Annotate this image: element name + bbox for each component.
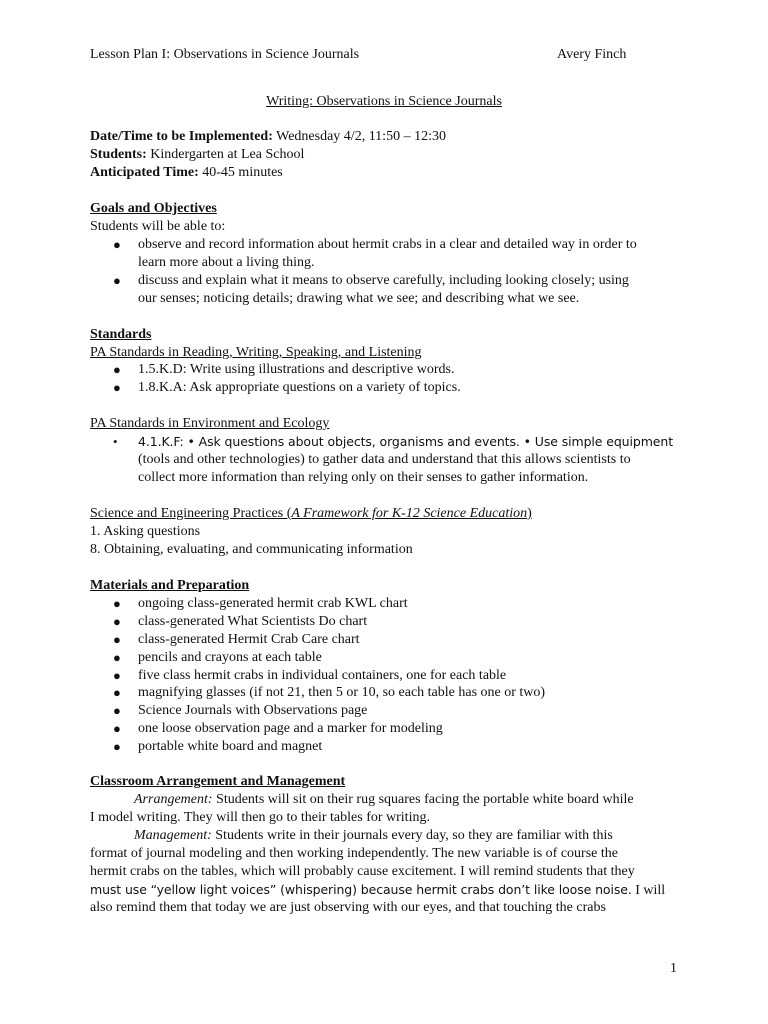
- standard-item: 1.8.K.A: Ask appropriate questions on a variety of topics.: [138, 380, 461, 395]
- page-title: Writing: Observations in Science Journals: [266, 94, 502, 109]
- arrangement-text: Students will sit on their rug squares facing the portable white board while: [212, 792, 634, 807]
- management-label: Management:: [134, 828, 212, 843]
- students-label: Students:: [90, 147, 147, 162]
- goal-item-cont: learn more about a living thing.: [138, 255, 315, 270]
- standards-heading: Standards: [90, 327, 152, 342]
- bullet-icon: ●: [113, 632, 121, 647]
- material-item: Science Journals with Observations page: [138, 703, 368, 718]
- bullet-icon: ●: [113, 685, 121, 700]
- pa-reading-heading: PA Standards in Reading, Writing, Speaking, and Listening: [90, 345, 422, 360]
- students-line: [90, 146, 304, 164]
- arrangement-label: Arrangement:: [134, 792, 213, 807]
- sep-heading-a: Science and Engineering Practices (: [90, 506, 292, 521]
- classroom-heading: Classroom Arrangement and Management: [90, 774, 346, 789]
- bullet-icon: ●: [113, 650, 121, 665]
- header-author: Avery Finch: [557, 47, 627, 62]
- goal-item: observe and record information about hermit crabs in a clear and detailed way in order to: [138, 237, 637, 252]
- time-label: Anticipated Time:: [90, 165, 199, 180]
- time-value: 40-45 minutes: [198, 165, 283, 180]
- sep-heading: [90, 505, 532, 523]
- material-item: class-generated Hermit Crab Care chart: [138, 632, 360, 647]
- goals-heading: Goals and Objectives: [90, 201, 217, 216]
- bullet-icon: ●: [113, 362, 121, 377]
- management-cont: [90, 881, 665, 900]
- bullet-icon: •: [113, 434, 118, 449]
- date-label: Date/Time to be Implemented:: [90, 129, 273, 144]
- bullet-icon: ●: [113, 739, 121, 754]
- management-line: [134, 827, 613, 845]
- date-line: [90, 128, 446, 146]
- material-item: one loose observation page and a marker for modeling: [138, 721, 443, 736]
- management-tail: I will: [631, 883, 666, 898]
- sep-heading-c: ): [527, 506, 532, 521]
- management-text: Students write in their journals every day, so they are familiar with this: [211, 828, 613, 843]
- material-item: ongoing class-generated hermit crab KWL chart: [138, 596, 408, 611]
- bullet-icon: ●: [113, 703, 121, 718]
- material-item: pencils and crayons at each table: [138, 650, 322, 665]
- sep-item: 8. Obtaining, evaluating, and communicating information: [90, 542, 413, 557]
- management-quote: must use “yellow light voices” (whispering) because hermit crabs don’t like loose noise.: [90, 882, 632, 897]
- students-value: Kindergarten at Lea School: [146, 147, 305, 162]
- material-item: five class hermit crabs in individual containers, one for each table: [138, 668, 507, 683]
- pa-environment-heading: PA Standards in Environment and Ecology: [90, 416, 330, 431]
- standard-item: 4.1.K.F: • Ask questions about objects, organisms and events. • Use simple equipment: [138, 434, 673, 449]
- standard-item-cont: (tools and other technologies) to gather data and understand that this allows scientists to: [138, 452, 631, 467]
- management-cont: format of journal modeling and then working independently. The new variable is of course the: [90, 846, 618, 861]
- arrangement-line: [134, 791, 634, 809]
- material-item: portable white board and magnet: [138, 739, 323, 754]
- arrangement-cont: I model writing. They will then go to their tables for writing.: [90, 810, 430, 825]
- page-number: 1: [670, 961, 677, 976]
- goal-item: discuss and explain what it means to observe carefully, including looking closely; using: [138, 273, 629, 288]
- materials-heading: Materials and Preparation: [90, 578, 250, 593]
- date-value: Wednesday 4/2, 11:50 – 12:30: [272, 129, 446, 144]
- bullet-icon: ●: [113, 596, 121, 611]
- bullet-icon: ●: [113, 273, 121, 288]
- management-cont: hermit crabs on the tables, which will probably cause excitement. I will remind students that they: [90, 864, 635, 879]
- material-item: class-generated What Scientists Do chart: [138, 614, 368, 629]
- goals-intro: Students will be able to:: [90, 219, 226, 234]
- material-item: magnifying glasses (if not 21, then 5 or 10, so each table has one or two): [138, 685, 546, 700]
- standard-item: 1.5.K.D: Write using illustrations and descriptive words.: [138, 362, 455, 377]
- bullet-icon: ●: [113, 237, 121, 252]
- sep-heading-b: A Framework for K-12 Science Education: [291, 506, 528, 521]
- bullet-icon: ●: [113, 721, 121, 736]
- standard-item-cont: collect more information than relying only on their senses to gather information.: [138, 470, 589, 485]
- goal-item-cont: our senses; noticing details; drawing what we see; and describing what we see.: [138, 291, 580, 306]
- header-left: Lesson Plan I: Observations in Science Journals: [90, 47, 360, 62]
- management-cont: also remind them that today we are just observing with our eyes, and that touching the crabs: [90, 900, 606, 915]
- bullet-icon: ●: [113, 380, 121, 395]
- sep-item: 1. Asking questions: [90, 524, 201, 539]
- bullet-icon: ●: [113, 668, 121, 683]
- time-line: [90, 164, 283, 182]
- bullet-icon: ●: [113, 614, 121, 629]
